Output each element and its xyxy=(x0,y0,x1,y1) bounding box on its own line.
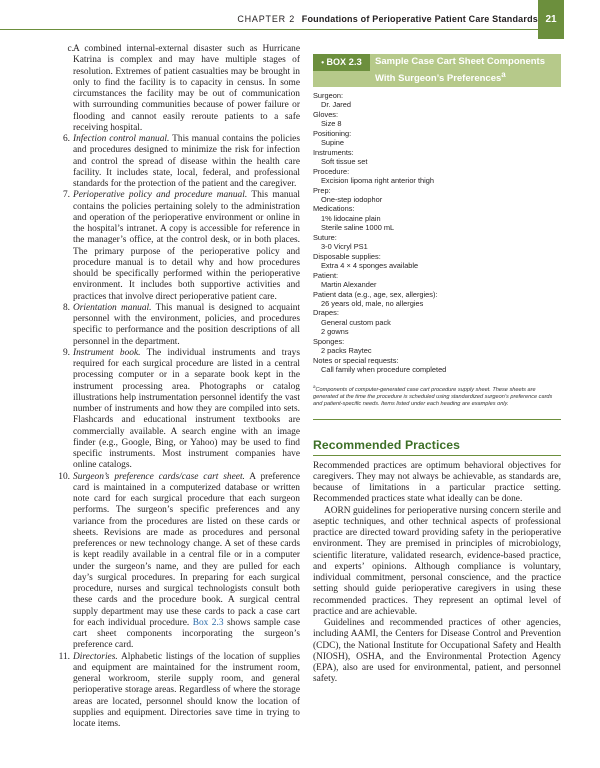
box-field-value: General custom pack xyxy=(321,317,391,327)
box-field-value: 26 years old, male, no allergies xyxy=(321,298,424,308)
box-label xyxy=(313,54,370,71)
box-field-value: Size 8 xyxy=(321,119,342,129)
list-number: 10. xyxy=(58,471,70,482)
box-field-label: Instruments: xyxy=(313,147,354,157)
box-header xyxy=(313,54,561,87)
box-field-label: Prep: xyxy=(313,185,331,195)
box-field-label: Patient data (e.g., age, sex, allergies): xyxy=(313,289,438,299)
box-number: 2.3 xyxy=(348,57,362,68)
box-bottom-rule xyxy=(313,419,561,420)
box-field-value: Supine xyxy=(321,138,345,148)
box-field-label: Drapes: xyxy=(313,308,339,318)
box-title-footnote-mark: a xyxy=(501,69,506,79)
list-item-term: Perioperative policy and procedure manual. xyxy=(73,190,248,201)
list-item-10 xyxy=(58,471,300,652)
list-item-text: This manual is designed to acquaint personnel with the environment, policies, and procedures specific to performance and the position descriptions of all personnel in the department. xyxy=(73,302,300,347)
list-number: 9. xyxy=(62,347,70,358)
box-title-text: Sample Case Cart Sheet Components With Surgeon’s Preferences xyxy=(375,56,545,84)
box-field-label: Suture: xyxy=(313,232,337,242)
paragraph: Recommended practices are optimum behavioral objectives for caregivers. They may not always be achievable, as standards are, because of limitations in a particular practice setting. Recommended practices state what ideally can be done. xyxy=(313,460,561,505)
box-footnote xyxy=(313,383,561,409)
footnote-mark: a xyxy=(313,383,316,389)
box-field-label: Sponges: xyxy=(313,336,345,346)
list-item-7 xyxy=(64,190,300,303)
box-label-text: BOX xyxy=(326,57,347,67)
box-field-value: One-step iodophor xyxy=(321,194,383,204)
list-item-text: This manual contains the policies pertaining solely to the administration and operation of the perioperative environment or online in the hospital’s intranet. A copy is accessible for reference in the manager’s office, at the control desk, or in both places. The primary purpose of the perioperative policy and procedure manual is to detail why and how procedures should be specifically performed within the perioperative environment. It includes both supportive activities and practices that involve direct perioperative patient care. xyxy=(73,190,300,302)
running-head xyxy=(237,14,538,24)
list-marker: c. xyxy=(67,44,74,54)
box-field-label: Gloves: xyxy=(313,109,339,119)
right-column xyxy=(313,54,561,686)
box-field-value: Soft tissue set xyxy=(321,157,368,167)
section-heading: Recommended Practices xyxy=(313,437,461,452)
box-field-value: Excision lipoma right anterior thigh xyxy=(321,176,434,186)
box-field-value: 2 packs Raytec xyxy=(321,346,372,356)
box-field-value: 2 gowns xyxy=(321,327,349,337)
paragraph: Guidelines and recommended practices of other agencies, including AAMI, the Centers for Disease Control and Prevention (CDC), the National Institute for Occupational Safety and Health (NIOSH), OSHA, and the Environmental Protection Agency (EPA), also are used for environmental, patient, and personnel safety. xyxy=(313,618,561,685)
box-field-label: Positioning: xyxy=(313,128,352,138)
list-item-term: Infection control manual. xyxy=(73,134,170,144)
list-item-term: Surgeon’s preference cards/case cart sheet. xyxy=(73,471,245,482)
left-column xyxy=(58,44,300,730)
box-field-label: Disposable supplies: xyxy=(313,251,381,261)
box-field-label: Patient: xyxy=(313,270,339,280)
list-item-9 xyxy=(64,348,300,472)
box-body xyxy=(313,87,561,375)
list-item-text: A combined internal-external disaster such as Hurricane Katrina is complex and may have multiple stages of resolution. Extremes of patient casualties may be brought in only to find the facility is to capacity in census. In some circumstances the facility may be out of communication with surrounding communities because of power failure or flooding and cannot easily reroute patients to a safe receiving hospital. xyxy=(73,44,300,133)
header-rule xyxy=(0,29,538,30)
list-item-text: This manual contains the policies and procedures designed to minimize the risk for infection and control the spread of disease within the health care facility. It includes state, local, federal, and professional standards for the protection of the patient and the caregiver. xyxy=(73,134,300,189)
box-field-value: 3-0 Vicryl PS1 xyxy=(321,242,368,252)
page-header xyxy=(0,0,600,40)
box-field-label: Notes or special requests: xyxy=(313,355,399,365)
chapter-label: CHAPTER 2 xyxy=(237,14,296,24)
list-item-c xyxy=(64,44,300,134)
list-item-text: The individual instruments and trays required for each surgical procedure are listed in a central processing computer or in a separate book kept in the instrument processing area. Photographs or catalog illustrations help instrumentation personnel identify the vast number of instruments and how they are compiled into sets. Flashcards and educational instrument textbooks are commercially available. A search engine with an image finder (e.g., Google, Bing, or Yahoo) may be used to find specific instruments. Most instrument companies have online catalogs. xyxy=(73,347,300,471)
list-item-text: Alphabetic listings of the location of supplies and equipment are maintained for the instrument room, general workroom, sterile supply room, and general perioperative storage areas. Regardless of where the storage areas are located, personnel should know the location of supplies and equipment. Directories save time in trying to locate items. xyxy=(73,651,300,729)
paragraph: AORN guidelines for perioperative nursing concern sterile and aseptic techniques, and other technical aspects of professional practice are directed toward providing safety in the perioperative environment. They are premised in principles of microbiology, scientific literature, validated research, evidence-based practice, and experts’ opinions. Although compliance is voluntary, individual commitment, personal conscience, and the practice setting should guide perioperative caregivers in using these recommended practices. They represent an optimal level of practice and are achievable. xyxy=(313,505,561,617)
list-item-term: Directories. xyxy=(73,651,118,662)
box-field-value: Extra 4 × 4 sponges available xyxy=(321,261,419,271)
box-field-label: Procedure: xyxy=(313,166,350,176)
box-field-value: Dr. Jared xyxy=(321,100,351,110)
box-field-value: Martin Alexander xyxy=(321,280,377,290)
list-number: 11. xyxy=(58,651,70,662)
section-body xyxy=(313,461,561,686)
box-field-label: Surgeon: xyxy=(313,91,343,100)
list-item-text-cont: shows sample case cart sheet components incorporating the surgeon’s preference card. xyxy=(73,617,300,651)
list-item-term: Orientation manual. xyxy=(73,302,152,313)
list-item-11 xyxy=(58,651,300,731)
list-number: 8. xyxy=(62,302,70,313)
page-number: 21 xyxy=(538,0,564,39)
section-heading-rule xyxy=(313,455,561,456)
list-item-6 xyxy=(64,134,300,190)
box-bullet: • xyxy=(321,58,325,67)
box-field-label: Medications: xyxy=(313,204,355,214)
list-item-term: Instrument book. xyxy=(73,347,141,358)
chapter-title: Foundations of Perioperative Patient Care Standards xyxy=(301,14,538,24)
list-item-text: A preference card is maintained in a computerized database or written note card for each surgical procedure that each surgeon performs. The surgeon’s specific preferences and any variance from the procedures are listed on these cards or sheets. Revisions are made as procedures and personal preferences or new technology change. A set of these cards is kept readily available in a central file or in a computer under the surgeon’s name, and they are pulled for each day’s surgical procedures. In preparing for each surgical procedure, nurses and surgical technologists consult both these cards and the procedure book. A surgical central supply department may use these cards to pack a case cart for each individual procedure. xyxy=(73,471,300,628)
box-field-value: Call family when procedure completed xyxy=(321,365,447,375)
list-number: 7. xyxy=(62,190,70,201)
list-number: 6. xyxy=(62,134,70,144)
box-field-value: 1% lidocaine plain xyxy=(321,213,381,223)
box-title xyxy=(375,56,559,85)
list-item-8 xyxy=(64,303,300,348)
footnote-text: Components of computer-generated case cart procedure supply sheet. These sheets are generated at the time the procedure is scheduled using standardized surgeon’s preference cards and patient-specific needs. Items listed under each heading are examples only. xyxy=(313,386,553,408)
box-reference-link[interactable]: Box 2.3 xyxy=(192,617,224,628)
box-field-value: Sterile saline 1000 mL xyxy=(321,223,395,233)
